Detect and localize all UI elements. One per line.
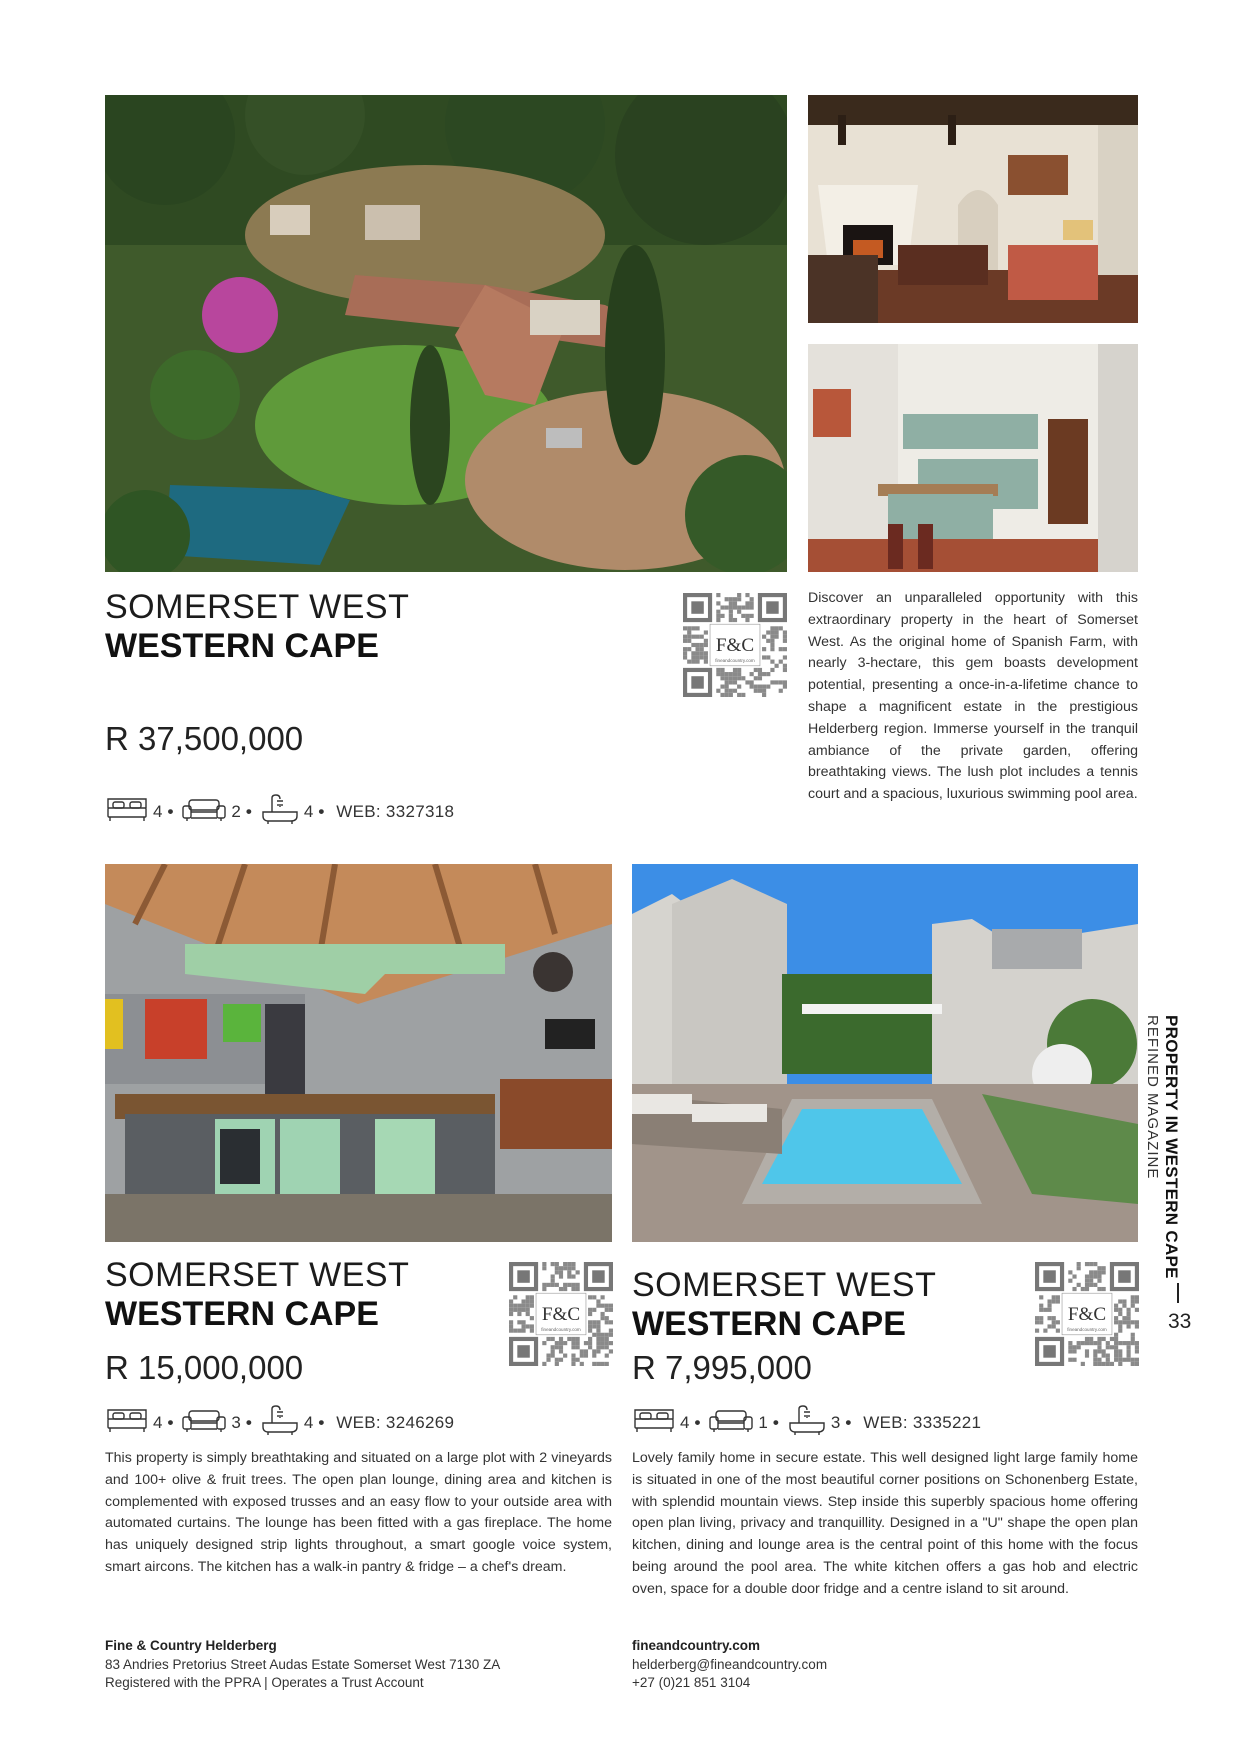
bath-icon bbox=[260, 1405, 300, 1442]
listing-1-specs: 4 • 2 • 4 • WEB: 3327318 bbox=[105, 795, 454, 829]
footer-contact-block bbox=[632, 1637, 827, 1693]
listing-3-qr-code[interactable] bbox=[1035, 1262, 1139, 1371]
listing-3-city: SOMERSET WEST bbox=[632, 1266, 937, 1304]
magazine-name: REFINED MAGAZINE bbox=[1144, 1015, 1161, 1180]
bedroom-count: 4 bbox=[153, 1413, 163, 1432]
agency-address: 83 Andries Pretorius Street Audas Estate Somerset West 7130 ZA bbox=[105, 1656, 501, 1672]
lounge-count: 3 bbox=[231, 1413, 241, 1432]
listing-2-region: WESTERN CAPE bbox=[105, 1295, 379, 1333]
listing-3-web-ref: WEB: 3335221 bbox=[863, 1413, 982, 1432]
listing-1-price: R 37,500,000 bbox=[105, 720, 304, 757]
listing-2-specs: 4 • 3 • 4 • WEB: 3246269 bbox=[105, 1406, 454, 1440]
lounge-count: 2 bbox=[231, 802, 241, 821]
email-link[interactable]: helderberg@fineandcountry.com bbox=[632, 1656, 828, 1672]
fc-logo-text: F&C bbox=[541, 1304, 581, 1326]
bathroom-count: 4 bbox=[303, 802, 314, 821]
aerial-property-photo bbox=[105, 95, 787, 572]
listing-1-description: Discover an unparalleled opportunity with this extraordinary property in the heart of Somerset West. As the original home of Spanish Farm, with nearly 3-hectare, this gem boasts development potential, presenting a once-in-a-lifetime chance to shape a magnificent estate in the prestigious Helderberg region. Immerse yourself in the tranquil ambiance of the private garden, offering breathtaking views. The lush plot includes a tennis court and a spacious, luxurious swimming pool area. bbox=[808, 590, 1138, 803]
sidebar-section-title bbox=[1144, 1015, 1181, 1279]
lounge-fireplace-photo bbox=[808, 95, 1138, 323]
listing-2-description: This property is simply breathtaking and situated on a large plot with 2 vineyards and 100+ olive & fruit trees. The open plan lounge, dining area and kitchen is complemented with exposed trusses and an easy flow to your outside area with automated curtains. The lounge has been fitted with a gas fireplace. The home has uniquely designed strip lights throughout, a smart google voice system, smart aircons. The kitchen has a walk-in pantry & fridge – a chef's dream. bbox=[105, 1450, 612, 1575]
sofa-icon bbox=[181, 796, 227, 829]
agency-registration: Registered with the PPRA | Operates a Trust Account bbox=[105, 1675, 424, 1690]
website-link[interactable]: fineandcountry.com bbox=[632, 1638, 761, 1653]
listing-3-price: R 7,995,000 bbox=[632, 1349, 812, 1386]
footer-agency-block bbox=[105, 1637, 500, 1693]
fc-logo-url: fineandcountry.com bbox=[715, 658, 755, 664]
sofa-icon bbox=[708, 1407, 754, 1440]
bathroom-count: 3 bbox=[830, 1413, 841, 1432]
listing-2-price: R 15,000,000 bbox=[105, 1349, 304, 1386]
bed-icon bbox=[105, 796, 149, 829]
listing-3-specs: 4 • 1 • 3 • WEB: 3335221 bbox=[632, 1406, 981, 1440]
lounge-count: 1 bbox=[758, 1413, 768, 1432]
listing-3-region: WESTERN CAPE bbox=[632, 1305, 906, 1343]
fc-logo-url: fineandcountry.com bbox=[541, 1327, 581, 1333]
agency-name: Fine & Country Helderberg bbox=[105, 1638, 277, 1653]
listing-3-description: Lovely family home in secure estate. This well designed light large family home is situated in one of the most beautiful corner positions on Schonenberg Estate, with splendid mountain views. Step inside this superbly spacious home offering open plan living, privacy and tranquillity. Designed in a "U" shape the open plan kitchen, dining and lounge area is the central point of this home with the focus being around the pool area. The white kitchen offers a gas hob and electric oven, space for a double door fridge and a centre island to sit around. bbox=[632, 1450, 1138, 1597]
listing-1-region: WESTERN CAPE bbox=[105, 627, 379, 665]
fc-logo-text: F&C bbox=[1067, 1304, 1107, 1326]
fc-logo-text: F&C bbox=[715, 635, 755, 657]
phone-number: +27 (0)21 851 3104 bbox=[632, 1675, 751, 1690]
listing-1-qr-code[interactable] bbox=[683, 593, 787, 702]
pool-courtyard-photo bbox=[632, 864, 1138, 1242]
listing-2-qr-code[interactable] bbox=[509, 1262, 613, 1371]
listing-2-city: SOMERSET WEST bbox=[105, 1256, 410, 1294]
page-number: 33 bbox=[1168, 1310, 1192, 1333]
bath-icon bbox=[787, 1405, 827, 1442]
bathroom-count: 4 bbox=[303, 1413, 314, 1432]
listing-1-web-ref: WEB: 3327318 bbox=[336, 802, 455, 821]
sofa-icon bbox=[181, 1407, 227, 1440]
fc-logo-url: fineandcountry.com bbox=[1067, 1327, 1107, 1333]
listing-1-city: SOMERSET WEST bbox=[105, 588, 410, 626]
bed-icon bbox=[105, 1407, 149, 1440]
open-plan-kitchen-photo bbox=[105, 864, 612, 1242]
page-number-divider bbox=[1177, 1283, 1179, 1303]
bedroom-count: 4 bbox=[680, 1413, 690, 1432]
kitchen-photo bbox=[808, 344, 1138, 572]
bedroom-count: 4 bbox=[153, 802, 163, 821]
section-title: PROPERTY IN WESTERN CAPE bbox=[1162, 1015, 1181, 1279]
bath-icon bbox=[260, 794, 300, 831]
bed-icon bbox=[632, 1407, 676, 1440]
listing-2-web-ref: WEB: 3246269 bbox=[336, 1413, 455, 1432]
